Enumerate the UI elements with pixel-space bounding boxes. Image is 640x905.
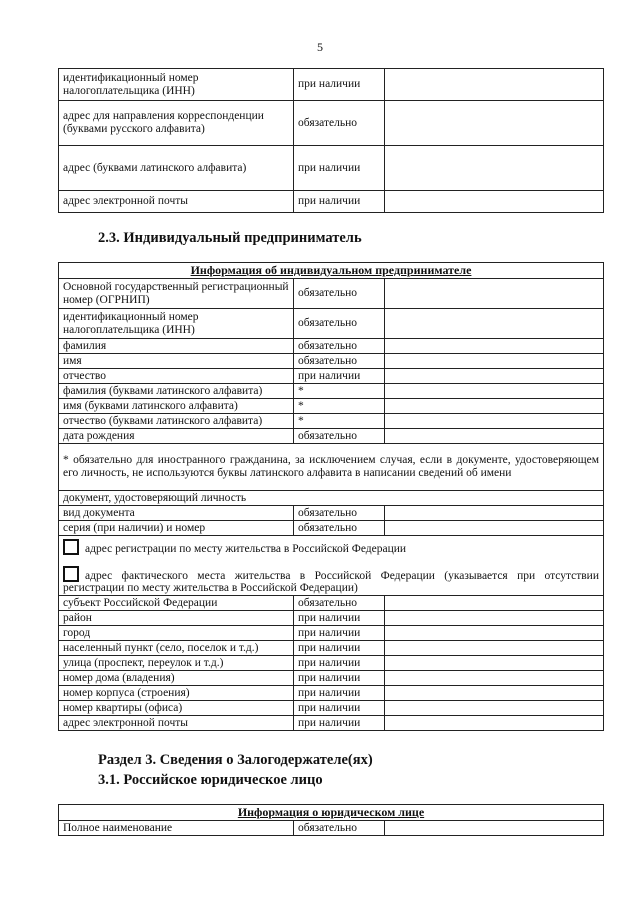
row-label: город [59,626,294,641]
row-value [385,521,604,536]
table-row [59,701,604,716]
table-row [59,369,604,384]
row-label: серия (при наличии) и номер [59,521,294,536]
row-value [385,701,604,716]
table-row [59,671,604,686]
row-value [385,611,604,626]
table-row [59,596,604,611]
table-row [59,101,604,146]
row-status: обязательно [294,506,385,521]
row-label: отчество (буквами латинского алфавита) [59,414,294,429]
row-label: район [59,611,294,626]
id-document-header: документ, удостоверяющий личность [59,491,604,506]
row-status: при наличии [294,611,385,626]
row-value [385,69,604,101]
row-value [385,506,604,521]
address-checkbox-cell [59,536,604,596]
row-status: при наличии [294,641,385,656]
row-value [385,414,604,429]
row-value [385,279,604,309]
row-label: адрес для направления корреспонденции (буквами русского алфавита) [59,101,294,146]
row-label: Основной государственный регистрационный номер (ОГРНИП) [59,279,294,309]
row-label: фамилия (буквами латинского алфавита) [59,384,294,399]
row-status: при наличии [294,716,385,731]
table-continued [58,68,604,213]
row-value [385,146,604,191]
row-value [385,354,604,369]
table-row [59,309,604,339]
table-row [59,521,604,536]
row-label: отчество [59,369,294,384]
checkbox-registration-address [63,539,599,556]
row-label: номер корпуса (строения) [59,686,294,701]
table-row [59,429,604,444]
row-label: улица (проспект, переулок и т.д.) [59,656,294,671]
row-status: * [294,414,385,429]
row-label: имя [59,354,294,369]
row-status: обязательно [294,596,385,611]
row-status: при наличии [294,701,385,716]
row-label: адрес электронной почты [59,191,294,213]
row-status: обязательно [294,354,385,369]
table-header-row [59,805,604,821]
table-row [59,641,604,656]
checkbox-actual-label: адрес фактического места жительства в Российской Федерации (указывается при отсутствии регистрации по месту жительства в Российской Федерации) [63,570,599,594]
row-value [385,596,604,611]
row-status: обязательно [294,309,385,339]
row-label: адрес электронной почты [59,716,294,731]
row-status: * [294,384,385,399]
table-row [59,339,604,354]
row-status: обязательно [294,279,385,309]
section-subheading-3-1: 3.1. Российское юридическое лицо [98,772,323,788]
table-row [59,414,604,429]
section-heading-3: Раздел 3. Сведения о Залогодержателе(ях) [98,752,373,768]
row-label: населенный пункт (село, поселок и т.д.) [59,641,294,656]
table-individual-entrepreneur [58,262,604,731]
section-heading-2-3: 2.3. Индивидуальный предприниматель [98,230,362,246]
row-value [385,429,604,444]
row-status: при наличии [294,656,385,671]
row-value [385,641,604,656]
table-row [59,611,604,626]
row-value [385,626,604,641]
footnote: * обязательно для иностранного гражданина, за исключением случая, если в документе, удостоверяющем его личность, не используются буквы латинского алфавита в написании сведений об имени [59,444,604,491]
row-status: * [294,399,385,414]
row-status: при наличии [294,69,385,101]
row-status: при наличии [294,369,385,384]
row-label: дата рождения [59,429,294,444]
row-label: номер дома (владения) [59,671,294,686]
table-legal-entity [58,804,604,836]
table-row [59,146,604,191]
row-status: при наличии [294,671,385,686]
row-label: имя (буквами латинского алфавита) [59,399,294,414]
row-value [385,369,604,384]
row-value [385,686,604,701]
row-label: адрес (буквами латинского алфавита) [59,146,294,191]
row-label: номер квартиры (офиса) [59,701,294,716]
row-label: идентификационный номер налогоплательщика (ИНН) [59,69,294,101]
table-row [59,656,604,671]
row-label: идентификационный номер налогоплательщика (ИНН) [59,309,294,339]
row-status: обязательно [294,521,385,536]
row-status: при наличии [294,191,385,213]
checkbox-icon[interactable] [63,539,79,555]
row-status: обязательно [294,101,385,146]
checkbox-actual-address [63,566,599,594]
table-row [59,626,604,641]
row-label: фамилия [59,339,294,354]
row-value [385,399,604,414]
page-number: 5 [317,40,323,54]
row-value [385,671,604,686]
row-label: вид документа [59,506,294,521]
row-value [385,716,604,731]
table-row [59,686,604,701]
checkbox-icon[interactable] [63,566,79,582]
table-row [59,716,604,731]
table-row [59,279,604,309]
row-status: при наличии [294,626,385,641]
row-value [385,309,604,339]
row-value [385,821,604,836]
row-label: Полное наименование [59,821,294,836]
table-row [59,821,604,836]
address-checkbox-row [59,536,604,596]
row-status: при наличии [294,686,385,701]
id-document-row [59,491,604,506]
row-value [385,101,604,146]
row-status: обязательно [294,821,385,836]
table-row [59,399,604,414]
table-row [59,191,604,213]
table-header: Информация об индивидуальном предпринимателе [59,263,604,279]
row-status: обязательно [294,429,385,444]
checkbox-registration-label: адрес регистрации по месту жительства в Российской Федерации [85,543,407,555]
table-header-row [59,263,604,279]
row-value [385,384,604,399]
table-header: Информация о юридическом лице [59,805,604,821]
row-value [385,656,604,671]
row-value [385,339,604,354]
row-label: субъект Российской Федерации [59,596,294,611]
table-row [59,69,604,101]
table-row [59,354,604,369]
table-row [59,506,604,521]
row-status: при наличии [294,146,385,191]
row-status: обязательно [294,339,385,354]
footnote-row [59,444,604,491]
row-value [385,191,604,213]
table-row [59,384,604,399]
